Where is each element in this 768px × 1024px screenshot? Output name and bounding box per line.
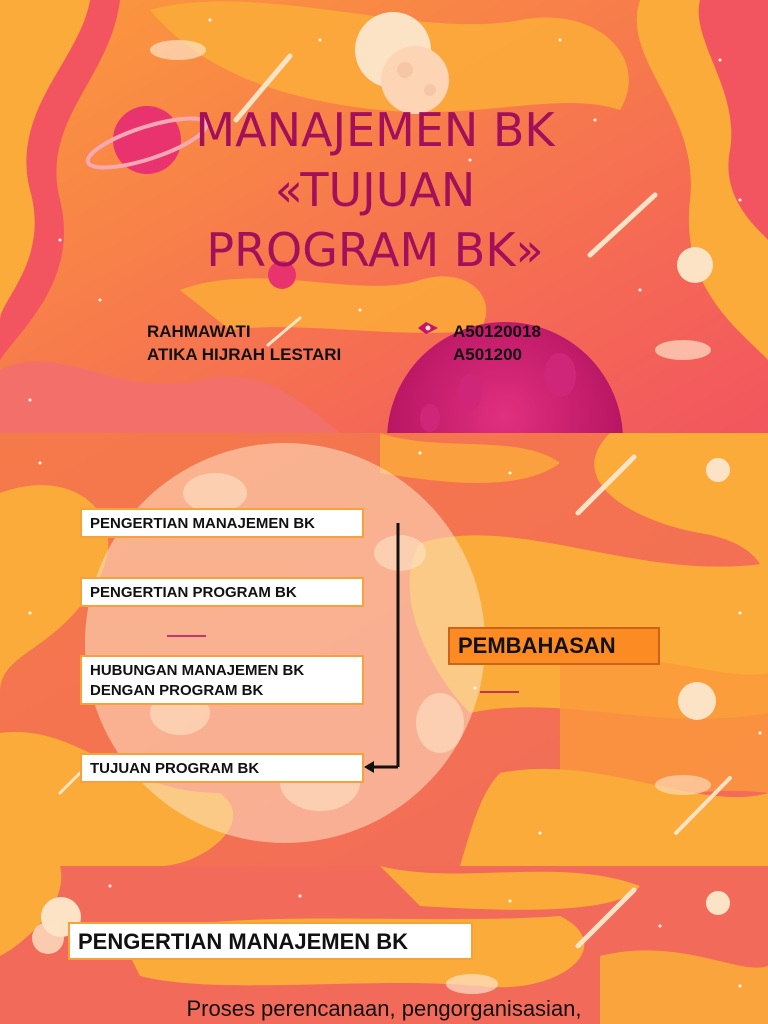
content-slide	[0, 866, 768, 1024]
title-line-1: MANAJEMEN BK	[195, 103, 555, 157]
pembahasan-heading: PEMBAHASAN	[448, 627, 660, 665]
outline-slide	[0, 433, 768, 866]
outline-item-3: HUBUNGAN MANAJEMEN BK DENGAN PROGRAM BK	[80, 655, 364, 705]
title-line-3: PROGRAM BK»	[206, 223, 544, 277]
connector-arrow	[360, 521, 404, 781]
outline-item-1: PENGERTIAN MANAJEMEN BK	[80, 508, 364, 538]
title-slide	[0, 0, 768, 433]
presentation-title	[150, 100, 600, 280]
outline-item-4: TUJUAN PROGRAM BK	[80, 753, 364, 783]
author-id-2: A501200	[453, 345, 523, 364]
section-heading: PENGERTIAN MANAJEMEN BK	[68, 922, 473, 960]
rocket-icon	[416, 320, 440, 336]
outline-item-2: PENGERTIAN PROGRAM BK	[80, 577, 364, 607]
author-name-2: ATIKA HIJRAH LESTARI	[147, 345, 342, 364]
author-id-1: A50120018	[453, 322, 541, 341]
section-body-text: Proses perencanaan, pengorganisasian,	[186, 996, 582, 1021]
title-line-2: «TUJUAN	[274, 163, 476, 217]
author-name-1: RAHMAWATI	[147, 322, 251, 341]
